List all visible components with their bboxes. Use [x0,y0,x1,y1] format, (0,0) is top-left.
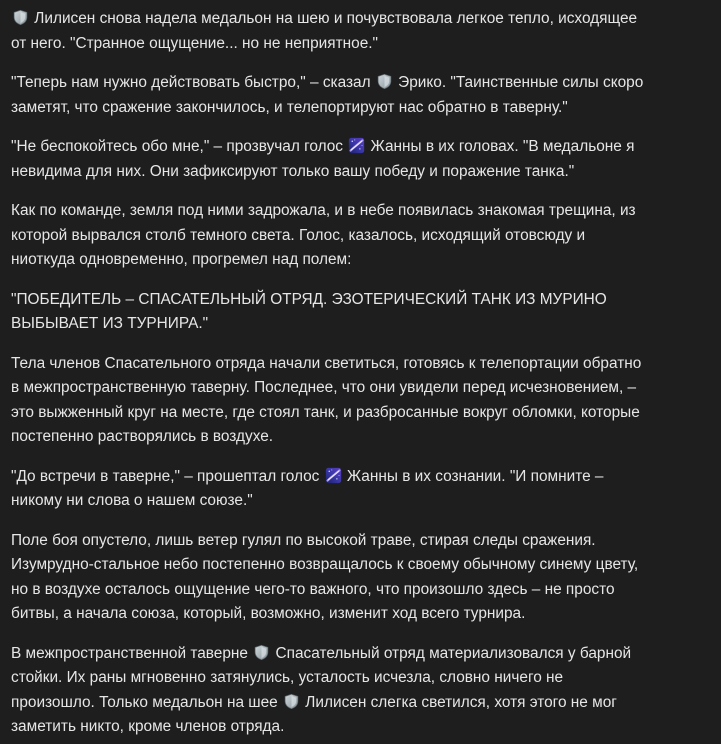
text-segment: никому ни слова о нашем союзе." [11,492,253,509]
text-line [11,376,707,401]
text-segment: Спасательный отряд материализовался у барной [271,644,632,662]
text-segment: заметить никто, кроме членов отряда. [11,718,285,735]
text-segment: стойки. Их раны мгновенно затянулись, усталость исчезла, словно ничего не [11,669,564,686]
milky-way-icon [348,137,365,154]
text-segment: Лилисен снова надела медальон на шею и почувствовала легкое тепло, исходящее [30,10,638,27]
text-line [11,529,707,554]
text-line [11,642,707,667]
text-segment: "До встречи в таверне," – прошептал голос [11,467,324,485]
text-line [11,288,707,313]
text-line [11,578,707,603]
text-segment: Как по команде, земля под ними задрожала, и в небе появилась знакомая трещина, из [11,202,636,219]
text-line [11,135,707,160]
text-line [11,425,707,450]
text-segment: постепенно растворялись в воздухе. [11,428,274,445]
text-segment: но в воздухе осталось ощущение чего-то важного, что произошло здесь – не просто [11,580,615,598]
paragraph [11,288,707,337]
text-line [11,199,707,224]
text-segment: невидима для них. Они зафиксируют только вашу победу и поражение танка." [11,162,575,180]
text-segment: от него. "Странное ощущение... но не неприятное." [11,34,378,52]
text-line [11,602,707,627]
text-line [11,32,707,57]
paragraph [11,465,707,514]
paragraph [11,199,707,273]
text-line [11,715,707,740]
text-line [11,224,707,249]
text-segment: Жанны в их сознании. "И помните – [342,467,604,485]
text-segment: битвы, а начала союза, который, возможно, изменит ход всего турнира. [11,605,526,622]
text-segment: Поле боя опустело, лишь ветер гулял по высокой траве, стирая следы сражения. [11,531,596,549]
text-line [11,666,707,691]
text-segment: в межпространственную таверну. Последнее, что они увидели перед исчезновением, – [11,379,637,396]
text-segment: Лилисен слегка светился, хотя этого не мог [301,693,617,711]
paragraph [11,71,707,120]
milky-way-icon [325,467,342,484]
text-segment: В межпространственной таверне [11,644,253,662]
paragraph [11,135,707,184]
text-segment: ниоткуда одновременно, прогремел над полем: [11,251,352,268]
paragraph [11,7,707,56]
text-line [11,489,707,514]
text-segment: ВЫБЫВАЕТ ИЗ ТУРНИРА." [11,315,209,332]
text-line [11,96,707,121]
text-segment: Жанны в их головах. "В медальоне я [366,138,635,155]
text-segment: Изумрудно-стальное небо постепенно возвращалось к своему обычному синему цвету, [11,556,639,573]
text-segment: произошло. Только медальон на шее [11,693,283,711]
text-line [11,465,707,490]
text-segment: это выжженный круг на месте, где стоял танк, и разбросанные вокруг обломки, которые [11,403,640,421]
text-line [11,312,707,337]
paragraph [11,529,707,627]
text-segment: "Теперь нам нужно действовать быстро," – сказал [11,74,375,91]
text-segment: которой вырвался столб темного света. Голос, казалось, исходящий отовсюду и [11,226,586,244]
text-segment: "Не беспокойтесь обо мне," – прозвучал голос [11,138,348,155]
shield-icon [12,9,29,26]
text-line [11,248,707,273]
text-line [11,352,707,377]
text-segment: "ПОБЕДИТЕЛЬ – СПАСАТЕЛЬНЫЙ ОТРЯД. ЭЗОТЕРИЧЕСКИЙ ТАНК ИЗ МУРИНО [11,290,607,308]
text-line [11,71,707,96]
text-segment: Тела членов Спасательного отряда начали светиться, готовясь к телепортации обратно [11,354,642,372]
text-line [11,553,707,578]
text-line [11,160,707,185]
text-segment: заметят, что сражение закончилось, и телепортируют нас обратно в таверну." [11,98,568,116]
paragraph [11,642,707,740]
text-line [11,691,707,716]
shield-icon [376,73,393,90]
shield-icon [283,693,300,710]
text-line [11,401,707,426]
paragraph [11,352,707,450]
text-segment: Эрико. "Таинственные силы скоро [393,74,644,91]
shield-icon [253,644,270,661]
text-line [11,7,707,32]
